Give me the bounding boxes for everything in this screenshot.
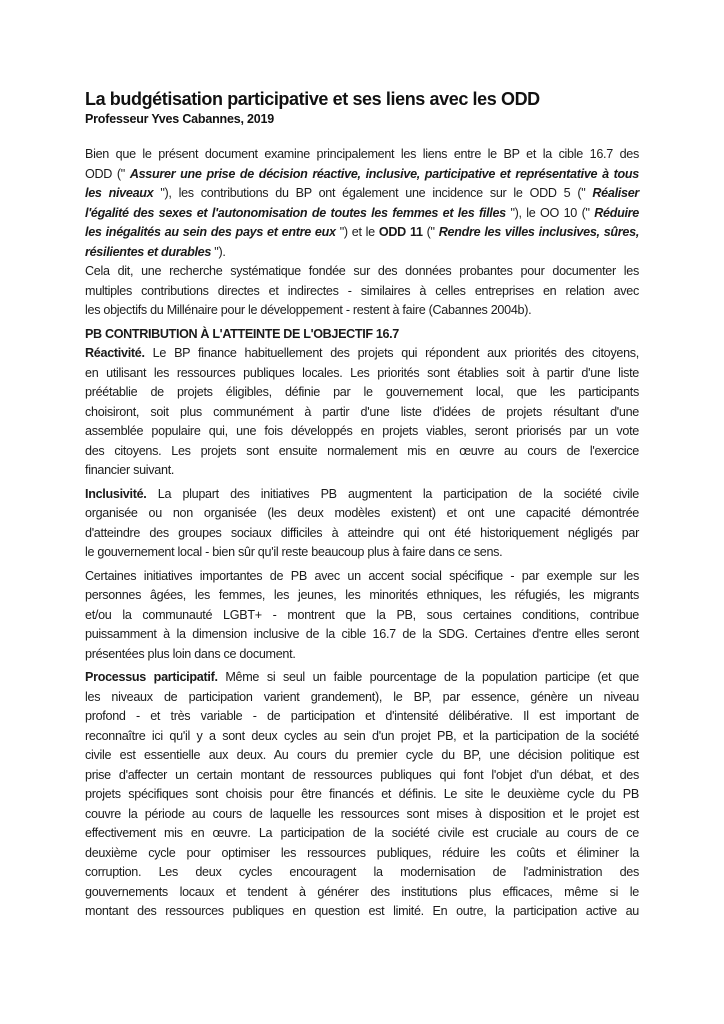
paragraph-certaines: Certaines initiatives importantes de PB avec un accent social spécifique - par exemple sur les personnes âgées, les femmes, les jeunes, les minorités ethniques, les réfugiés, les migrants et/ou la communauté LGBT+ - montrent que la PB, sous certaines conditions, contribue puissamment à la dimension inclusive de la cible 16.7 de la SDG. Certaines d'entre elles seront présentées plus loin dans ce document. bbox=[85, 568, 639, 661]
paragraph-inclusivite: Inclusivité. La plupart des initiatives PB augmentent la participation de la société civile organisée ou non organisée (les deux modèles existent) et ont une capacité démontrée d'atteindre des groupes sociaux difficiles à atteindre qui ont été historiquement négligés par le gouvernement local - bien sûr qu'il reste beaucoup plus à faire dans ce sens. bbox=[85, 486, 639, 559]
doc-byline: Professeur Yves Cabannes, 2019 bbox=[85, 112, 275, 126]
doc-title: La budgétisation participative et ses liens avec les ODD bbox=[85, 89, 540, 109]
paragraph-processus: Processus participatif. Même si seul un faible pourcentage de la population participe (et que les niveaux de participation varient grandement), le BP, par essence, génère un niveau profond - et très variable - de participation et d'intensité délibérative. Il est important de reconnaître ici qu'il y a sont deux cycles au sein d'un projet PB, et la participation de la société civile est essentielle aux deux. Au cours du premier cycle du BP, une décision politique est prise d'affecter un certain montant de ressources publiques qui font l'objet d'un débat, et des projets spécifiques sont choisis pour être financés et définis. Le site le deuxième cycle du PB couvre la période au cours de laquelle les ressources sont mises à disposition et le projet est effectivement mis en œuvre. La participation de la société civile est cruciale au cours de ce deuxième cycle pour optimiser les ressources publiques, réduire les coûts et éliminer la corruption. Les deux cycles encouragent la modernisation de l'administration des gouvernements locaux et tendent à générer des institutions plus efficaces, même si le montant des ressources publiques en question est limité. En outre, la participation active au bbox=[85, 670, 639, 918]
section-heading: PB CONTRIBUTION À L'ATTEINTE DE L'OBJECTIF 16.7 bbox=[85, 326, 399, 341]
paragraph-intro: Bien que le présent document examine principalement les liens entre le BP et la cible 16.7 des ODD (" Assurer une prise de décision réactive, inclusive, participative et représentative à tous les niveaux "), les contributions du BP ont également une incidence sur le ODD 5 (" Réaliser l'égalité des sexes et l'autonomisation de toutes les femmes et les filles "), le OO 10 (" Réduire les inégalités au sein des pays et entre eux ") et le ODD 11 (" Rendre les villes inclusives, sûres, résilientes et durables "). bbox=[85, 147, 640, 259]
paragraph-reactivite: Réactivité. Le BP finance habituellement des projets qui répondent aux priorités des citoyens, en utilisant les ressources publiques locales. Les priorités sont établies soit à partir d'une liste préétablie de projets éligibles, définie par le gouvernement local, que les participants choisiront, soit plus communément à partir d'une liste d'idées de projets résultant d'une assemblée populaire qui, une fois développés en projets viables, seront priorisés par un vote des citoyens. Les projets sont ensuite normalement mis en œuvre au cours de l'exercice financier suivant. bbox=[85, 346, 639, 477]
doc-body bbox=[85, 145, 639, 922]
paragraph-cela-dit: Cela dit, une recherche systématique fondée sur des données probantes pour documenter les multiples contributions directes et indirectes - similaires à celles entreprises en relation avec les objectifs du Millénaire pour le développement - restent à faire (Cabannes 2004b). bbox=[85, 264, 639, 317]
